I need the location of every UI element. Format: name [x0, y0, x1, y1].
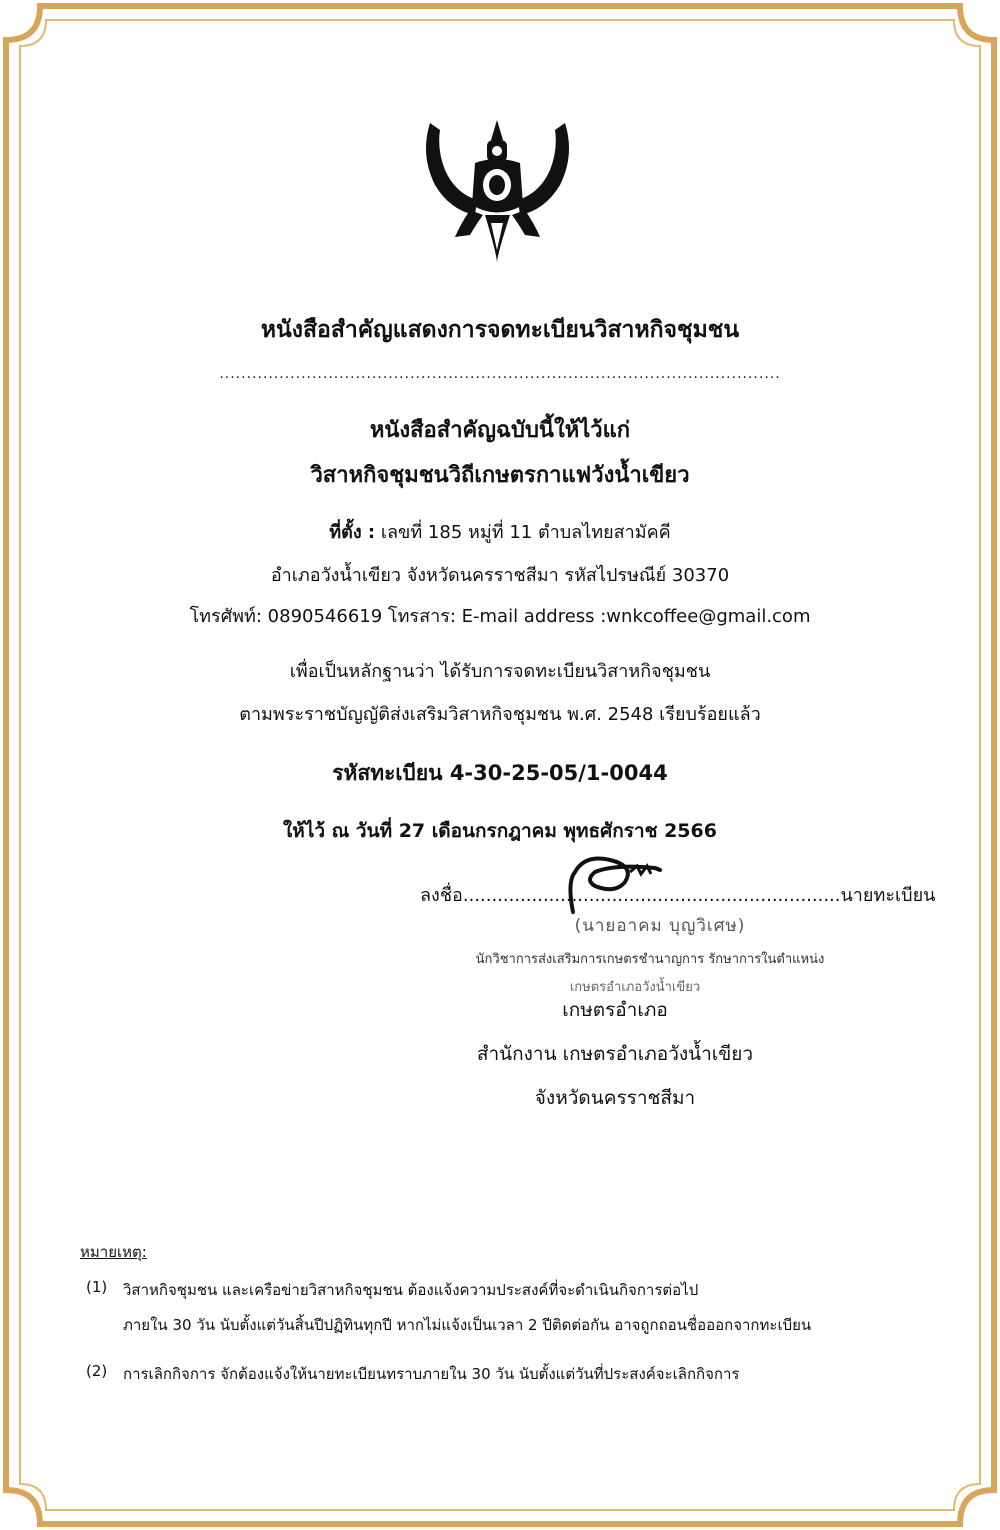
address-line-1 — [0, 517, 1000, 546]
address-text: เลขที่ 185 หมู่ที่ 11 ตำบลไทยสามัคคี — [380, 522, 671, 543]
contact-line: โทรศัพท์: 0890546619 โทรสาร: E-mail address :wnkcoffee@gmail.com — [189, 606, 811, 627]
evidence-line-2: ตามพระราชบัญญัติส่งเสริมวิสาหกิจชุมชน พ.ศ. 2548 เรียบร้อยแล้ว — [239, 704, 761, 725]
stamp-name: (นายอาคม บุญวิเศษ) — [574, 916, 746, 936]
given-to-line: หนังสือสำคัญฉบับนี้ให้ไว้แก่ — [369, 418, 631, 443]
dotted-separator: ....................................................................................................... — [219, 366, 781, 382]
stamp-position: นักวิชาการส่งเสริมการเกษตรชำนาญการ รักษาการในตำแหน่ง — [475, 952, 825, 967]
signature-dots: .................................................................. — [462, 885, 841, 906]
evidence-line-1: เพื่อเป็นหลักฐานว่า ได้รับการจดทะเบียนวิสาหกิจชุมชน — [289, 661, 711, 682]
stamp-office: เกษตรอำเภอวังน้ำเขียว — [569, 980, 701, 995]
note-text: ภายใน 30 วัน นับตั้งแต่วันสิ้นปีปฏิทินทุกปี หากไม่แจ้งเป็นเวลา 2 ปีติดต่อกัน อาจถูกถอนชื่อออกจากทะเบียน — [123, 1316, 812, 1334]
handwritten-signature — [555, 842, 675, 922]
notes-title: หมายเหตุ: — [80, 1243, 147, 1261]
note-number: (1) — [86, 1278, 108, 1296]
signature-title: นายทะเบียน — [840, 885, 936, 906]
position-line-3: จังหวัดนครราชสีมา — [534, 1087, 696, 1109]
garuda-emblem-icon — [415, 115, 580, 265]
note-number: (2) — [86, 1362, 108, 1380]
issued-date: ให้ไว้ ณ วันที่ 27 เดือนกรกฎาคม พุทธศักราช 2566 — [283, 820, 717, 842]
certificate-title: หนังสือสำคัญแสดงการจดทะเบียนวิสาหกิจชุมชน — [260, 317, 740, 343]
signature-prefix: ลงชื่อ — [420, 885, 463, 906]
enterprise-name: วิสาหกิจชุมชนวิถีเกษตรกาแฟวังน้ำเขียว — [310, 463, 690, 488]
note-text: วิสาหกิจชุมชน และเครือข่ายวิสาหกิจชุมชน ต้องแจ้งความประสงค์ที่จะดำเนินกิจการต่อไป — [123, 1281, 699, 1299]
note-text: การเลิกกิจการ จักต้องแจ้งให้นายทะเบียนทราบภายใน 30 วัน นับตั้งแต่วันที่ประสงค์จะเลิกกิจการ — [123, 1365, 740, 1383]
registration-code: รหัสทะเบียน 4-30-25-05/1-0044 — [332, 761, 668, 785]
position-line-1: เกษตรอำเภอ — [562, 999, 668, 1021]
address-line-2: อำเภอวังน้ำเขียว จังหวัดนครราชสีมา รหัสไปรษณีย์ 30370 — [270, 565, 730, 586]
address-label: ที่ตั้ง : — [329, 522, 376, 543]
position-line-2: สำนักงาน เกษตรอำเภอวังน้ำเขียว — [476, 1043, 754, 1065]
